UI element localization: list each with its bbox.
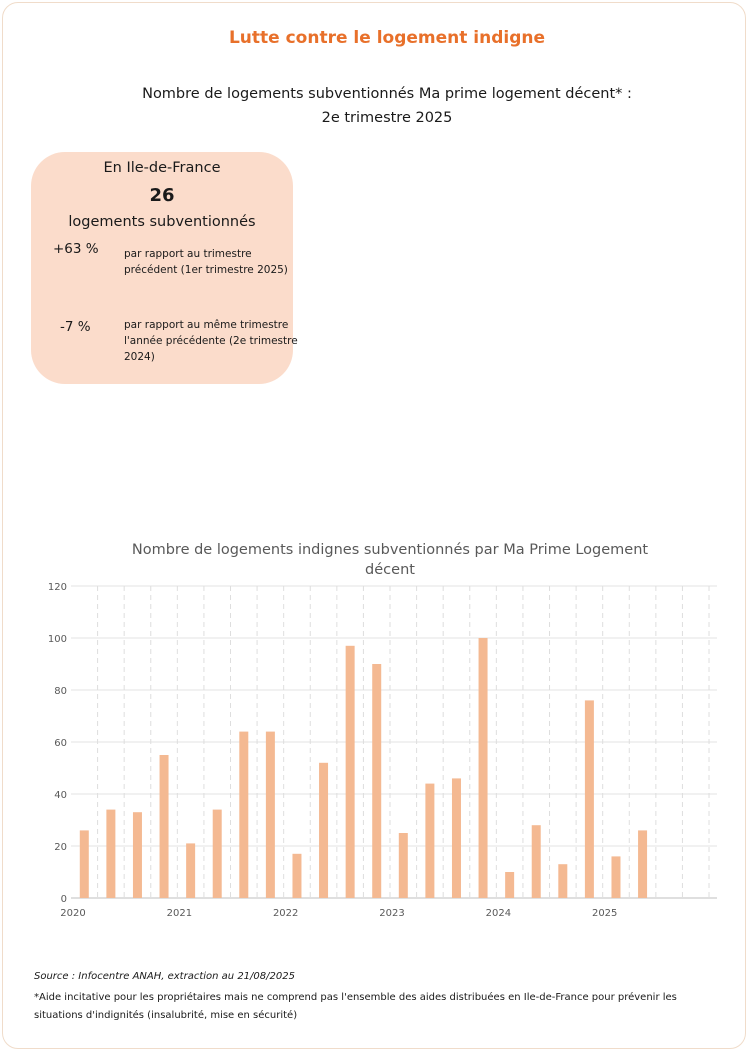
variation-quarter-pct: +63 % <box>53 241 99 257</box>
card-value: 26 <box>149 185 175 206</box>
variation-year-desc: par rapport au même trimestre l'année précédente (2e trimestre 2024) <box>124 319 298 363</box>
x-tick-label: 2022 <box>272 908 299 919</box>
summary-card <box>31 152 298 384</box>
bar <box>611 856 620 898</box>
bar <box>558 864 567 898</box>
bar <box>160 755 169 898</box>
bar <box>532 825 541 898</box>
x-tick-label: 2024 <box>485 908 512 919</box>
y-tick-label: 100 <box>47 634 67 645</box>
source-note: Source : Infocentre ANAH, extraction au 21/08/2025 <box>34 971 295 982</box>
bar <box>399 833 408 898</box>
bar <box>346 646 355 898</box>
bar <box>638 830 647 898</box>
y-tick-label: 60 <box>54 738 67 749</box>
bar <box>585 700 594 898</box>
variation-year-pct: -7 % <box>60 319 91 335</box>
variation-quarter-desc: par rapport au trimestre précédent (1er trimestre 2025) <box>124 248 288 276</box>
x-tick-label: 2020 <box>60 908 86 919</box>
y-tick-label: 40 <box>54 790 67 801</box>
bar <box>505 872 514 898</box>
bar <box>80 830 89 898</box>
y-tick-label: 0 <box>60 894 67 905</box>
footnote: *Aide incitative pour les propriétaires mais ne comprend pas l'ensemble des aides distribuées en Ile-de-France pour prévenir les situations d'indignités (insalubrité, mise en sécurité) <box>34 992 677 1021</box>
bar <box>292 854 301 898</box>
bar <box>239 732 248 898</box>
bar <box>452 778 461 898</box>
bar <box>266 732 275 898</box>
bar <box>133 812 142 898</box>
x-tick-label: 2021 <box>166 908 193 919</box>
x-tick-label: 2023 <box>379 908 405 919</box>
y-tick-label: 120 <box>47 582 67 593</box>
bar <box>213 810 222 898</box>
subtitle-line-2: 2e trimestre 2025 <box>321 110 453 126</box>
bar <box>186 843 195 898</box>
y-tick-label: 20 <box>54 842 67 853</box>
card-region: En Ile-de-France <box>103 160 221 176</box>
subtitle-line-1: Nombre de logements subventionnés Ma prime logement décent* : <box>142 86 632 102</box>
card-label: logements subventionnés <box>68 214 256 230</box>
bar <box>479 638 488 898</box>
page-subtitle <box>0 82 750 130</box>
bar <box>106 810 115 898</box>
y-tick-label: 80 <box>54 686 67 697</box>
bar <box>425 784 434 898</box>
chart-title: Nombre de logements indignes subventionnés par Ma Prime Logement décent <box>131 542 649 578</box>
bar <box>372 664 381 898</box>
x-tick-label: 2025 <box>591 908 618 919</box>
bar-chart <box>0 575 750 925</box>
page-title: Lutte contre le logement indigne <box>228 28 546 48</box>
bar <box>319 763 328 898</box>
